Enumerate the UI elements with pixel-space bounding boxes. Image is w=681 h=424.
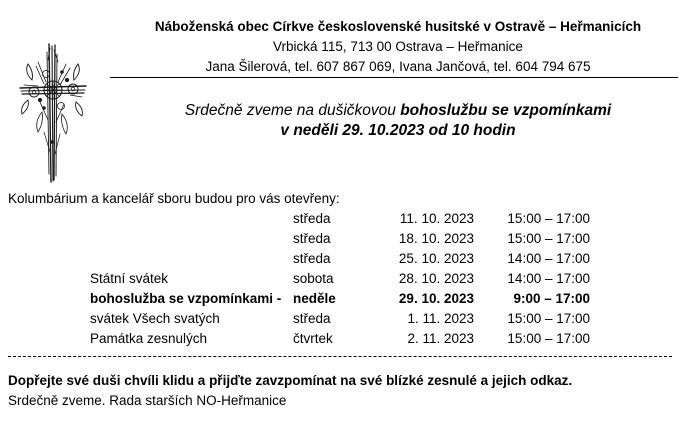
schedule-row xyxy=(0,311,681,331)
floral-cross-icon xyxy=(18,42,88,184)
organization-contacts: Jana Šilerová, tel. 607 867 069, Ivana Jančová, tel. 604 794 675 xyxy=(205,59,591,74)
schedule-day: středa xyxy=(293,231,331,246)
schedule-day: sobota xyxy=(293,271,334,286)
schedule-row xyxy=(0,331,681,351)
closing-message: Dopřejte své duši chvíli klidu a přijďte zavzpomínat na své blízké zesnulé a jejich odkaz. xyxy=(8,373,573,388)
schedule-time: 9:00 – 17:00 xyxy=(513,291,590,306)
organization-address: Vrbická 115, 713 00 Ostrava – Heřmanice xyxy=(273,39,523,54)
schedule-date: 29. 10. 2023 xyxy=(398,291,474,306)
schedule-time: 14:00 – 17:00 xyxy=(507,271,590,286)
schedule-time: 14:00 – 17:00 xyxy=(507,251,590,266)
invitation-line-1 xyxy=(118,102,678,120)
schedule-label: bohoslužba se vzpomínkami - xyxy=(90,291,282,306)
schedule-time: 15:00 – 17:00 xyxy=(507,211,590,226)
schedule-label: Státní svátek xyxy=(90,271,169,286)
schedule-row xyxy=(0,271,681,291)
schedule-time: 15:00 – 17:00 xyxy=(507,311,590,326)
invitation-text: Srdečně zveme na dušičkovou xyxy=(184,102,401,119)
schedule-label: Památka zesnulých xyxy=(90,331,208,346)
schedule-day: čtvrtek xyxy=(293,331,333,346)
schedule-day: středa xyxy=(293,211,331,226)
schedule-day: středa xyxy=(293,311,331,326)
schedule-row-highlighted xyxy=(0,291,681,311)
invitation-emphasis: bohoslužbu se vzpomínkami xyxy=(400,102,612,119)
invitation-line-2: v neděli 29. 10.2023 od 10 hodin xyxy=(280,122,516,139)
organization-name: Náboženská obec Církve československé husitské v Ostravě – Heřmanicích xyxy=(154,19,642,34)
schedule-date: 18. 10. 2023 xyxy=(398,231,474,246)
schedule-row xyxy=(0,251,681,271)
schedule-row xyxy=(0,231,681,251)
schedule-date: 28. 10. 2023 xyxy=(398,271,474,286)
opening-hours-intro: Kolumbárium a kancelář sboru budou pro vás otevřeny: xyxy=(8,191,340,206)
schedule-date: 2. 11. 2023 xyxy=(407,331,474,346)
schedule-day: neděle xyxy=(293,291,336,306)
schedule-label: svátek Všech svatých xyxy=(90,311,220,326)
schedule-time: 15:00 – 17:00 xyxy=(507,231,590,246)
schedule-date: 1. 11. 2023 xyxy=(407,311,474,326)
header-divider xyxy=(110,77,678,78)
schedule-date: 25. 10. 2023 xyxy=(398,251,474,266)
signature-line: Srdečně zveme. Rada starších NO-Heřmanice xyxy=(8,393,287,408)
dashed-divider xyxy=(8,356,672,357)
schedule-day: středa xyxy=(293,251,331,266)
schedule-time: 15:00 – 17:00 xyxy=(507,331,590,346)
schedule-date: 11. 10. 2023 xyxy=(399,211,474,226)
schedule-row xyxy=(0,211,681,231)
